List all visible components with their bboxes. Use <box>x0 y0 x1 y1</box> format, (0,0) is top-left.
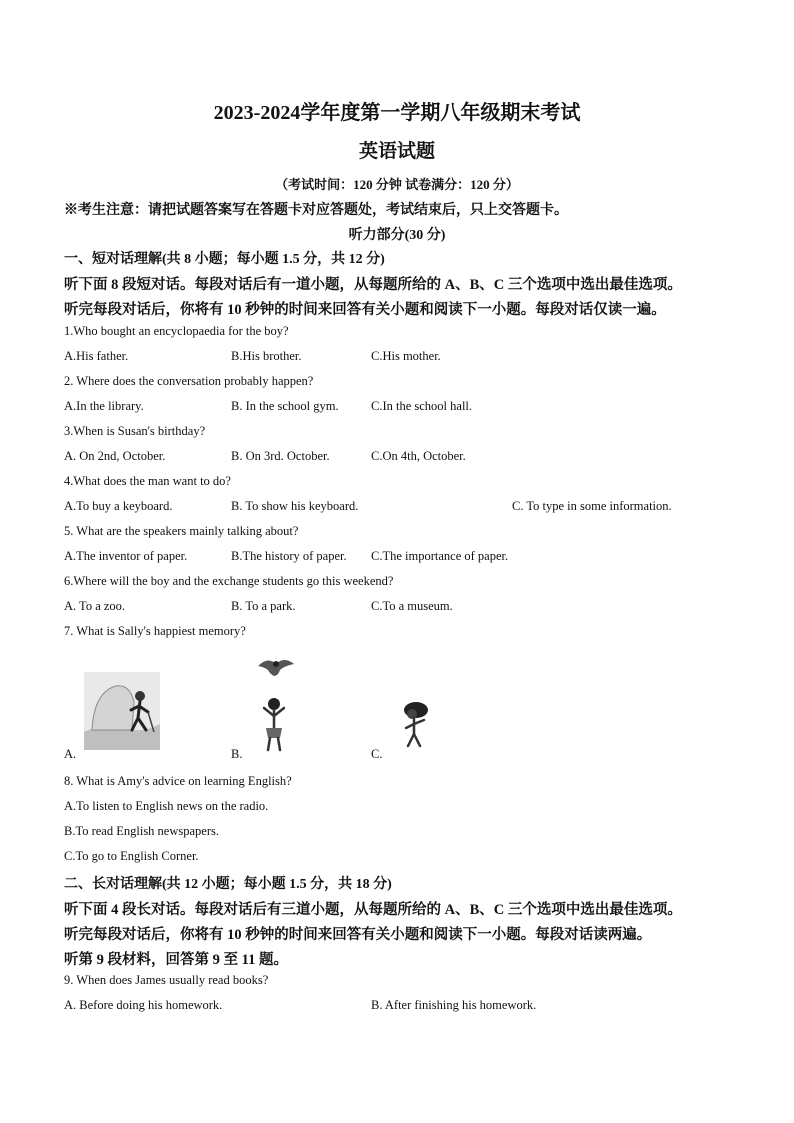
option-c: C.To go to English Corner. <box>64 849 199 863</box>
option-b: B. To show his keyboard. <box>231 499 359 513</box>
part-title: 听力部分(30 分) <box>348 228 446 243</box>
option-b: B.His brother. <box>231 349 302 363</box>
option-b: B. After finishing his homework. <box>371 998 537 1012</box>
section2-instructions: 听第 9 段材料，回答第 9 至 11 题。 <box>64 952 288 968</box>
option-a: A.The inventor of paper. <box>64 549 188 563</box>
option-a: A.To listen to English news on the radio. <box>64 799 269 813</box>
question-1: 1.Who bought an encyclopaedia for the boy? <box>64 324 289 338</box>
section2-instructions: 听完每段对话后，你将有 10 秒钟的时间来回答有关小题和阅读下一小题。每段对话读两遍。 <box>64 927 652 943</box>
girl-with-bird-illustration <box>250 654 300 752</box>
section1-heading: 一、短对话理解(共 8 小题；每小题 1.5 分，共 12 分) <box>64 252 385 267</box>
option-b: B. <box>231 747 243 761</box>
question-4: 4.What does the man want to do? <box>64 474 231 488</box>
option-c: C.The importance of paper. <box>371 549 509 563</box>
option-c: C. To type in some information. <box>512 499 672 513</box>
exam-title: 2023-2024学年度第一学期八年级期末考试 <box>213 102 581 124</box>
option-a: A.In the library. <box>64 399 144 413</box>
section2-heading: 二、长对话理解(共 12 小题；每小题 1.5 分，共 18 分) <box>64 877 392 892</box>
exam-subtitle: 英语试题 <box>358 141 435 162</box>
option-c: C.His mother. <box>371 349 441 363</box>
question-9: 9. When does James usually read books? <box>64 973 269 987</box>
question-6: 6.Where will the boy and the exchange students go this weekend? <box>64 574 394 588</box>
option-b: B.The history of paper. <box>231 549 347 563</box>
question-3: 3.When is Susan's birthday? <box>64 424 206 438</box>
option-c: C.In the school hall. <box>371 399 473 413</box>
option-a: A.To buy a keyboard. <box>64 499 173 513</box>
snowy-walk-illustration <box>84 672 160 750</box>
section1-instructions: 听下面 8 段短对话。每段对话后有一道小题，从每题所给的 A、B、C 三个选项中选出最佳选项。 <box>64 277 682 293</box>
option-c: C.To a museum. <box>371 599 453 613</box>
option-a: A. On 2nd, October. <box>64 449 166 463</box>
option-b: B. On 3rd. October. <box>231 449 330 463</box>
option-b: B. In the school gym. <box>231 399 339 413</box>
section1-instructions: 听完每段对话后，你将有 10 秒钟的时间来回答有关小题和阅读下一小题。每段对话仅读一遍。 <box>64 302 666 318</box>
option-c: C.On 4th, October. <box>371 449 466 463</box>
question-5: 5. What are the speakers mainly talking about? <box>64 524 299 538</box>
section2-instructions: 听下面 4 段长对话。每段对话后有三道小题，从每题所给的 A、B、C 三个选项中选出最佳选项。 <box>64 902 682 918</box>
option-b: B. To a park. <box>231 599 296 613</box>
question-7: 7. What is Sally's happiest memory? <box>64 624 246 638</box>
child-running-illustration <box>398 700 434 754</box>
question-2: 2. Where does the conversation probably happen? <box>64 374 314 388</box>
option-a: A.His father. <box>64 349 129 363</box>
exam-info: （考试时间：120 分钟 试卷满分：120 分） <box>275 177 519 192</box>
option-a: A. Before doing his homework. <box>64 998 223 1012</box>
option-b: B.To read English newspapers. <box>64 824 219 838</box>
question-8: 8. What is Amy's advice on learning English? <box>64 774 292 788</box>
option-a: A. <box>64 747 77 761</box>
option-c: C. <box>371 747 383 761</box>
notice: ※考生注意：请把试题答案写在答题卡对应答题处，考试结束后，只上交答题卡。 <box>64 203 568 218</box>
option-a: A. To a zoo. <box>64 599 126 613</box>
